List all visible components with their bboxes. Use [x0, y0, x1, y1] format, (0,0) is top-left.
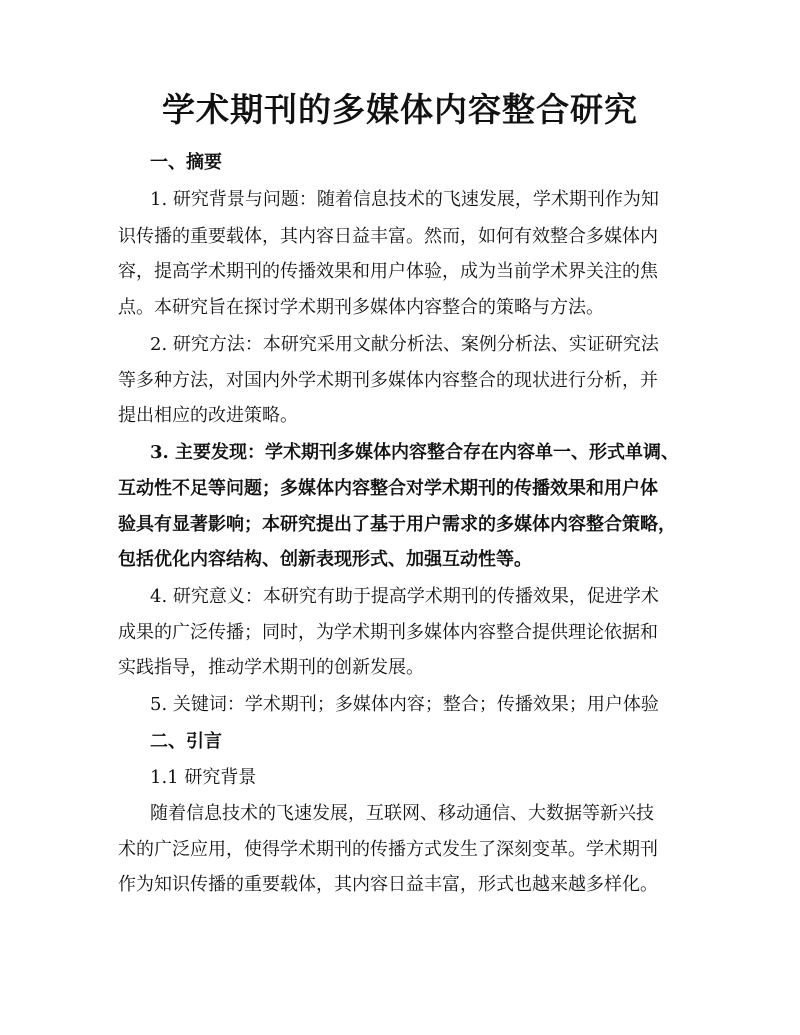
text-line: 随着信息技术的飞速发展，互联网、移动通信、大数据等新兴技	[150, 803, 654, 824]
text-line: 术的广泛应用，使得学术期刊的传播方式发生了深刻变革。学术期刊	[118, 839, 658, 860]
text-line: 1. 研究背景与问题：随着信息技术的飞速发展，学术期刊作为知	[150, 189, 659, 210]
text-line: 4. 研究意义：本研究有助于提高学术期刊的传播效果，促进学术	[150, 586, 659, 607]
text-line: 提出相应的改进策略。	[118, 405, 298, 426]
keywords-line: 5. 关键词：学术期刊；多媒体内容；整合；传播效果；用户体验	[150, 694, 659, 715]
text-line: 实践指导，推动学术期刊的创新发展。	[118, 657, 424, 678]
section-heading-intro: 二、引言	[150, 731, 222, 752]
subsection-heading: 1.1 研究背景	[150, 767, 257, 788]
text-line: 作为知识传播的重要载体，其内容日益丰富，形式也越来越多样化。	[118, 874, 658, 895]
text-line: 成果的广泛传播；同时，为学术期刊多媒体内容整合提供理论依据和	[118, 622, 658, 643]
section-heading-abstract: 一、摘要	[150, 152, 222, 173]
text-line: 3. 主要发现：学术期刊多媒体内容整合存在内容单一、形式单调、	[150, 442, 680, 463]
text-line: 包括优化内容结构、创新表现形式、加强互动性等。	[118, 549, 532, 570]
page-title: 学术期刊的多媒体内容整合研究	[162, 90, 638, 129]
text-line: 容，提高学术期刊的传播效果和用户体验，成为当前学术界关注的焦	[118, 261, 658, 282]
text-line: 2. 研究方法：本研究采用文献分析法、案例分析法、实证研究法	[150, 334, 659, 355]
text-line: 等多种方法，对国内外学术期刊多媒体内容整合的现状进行分析，并	[118, 370, 658, 391]
text-line: 识传播的重要载体，其内容日益丰富。然而，如何有效整合多媒体内	[118, 226, 658, 247]
text-line: 互动性不足等问题；多媒体内容整合对学术期刊的传播效果和用户体	[118, 478, 658, 499]
text-line: 点。本研究旨在探讨学术期刊多媒体内容整合的策略与方法。	[118, 297, 604, 318]
text-line: 验具有显著影响；本研究提出了基于用户需求的多媒体内容整合策略，	[118, 514, 676, 535]
